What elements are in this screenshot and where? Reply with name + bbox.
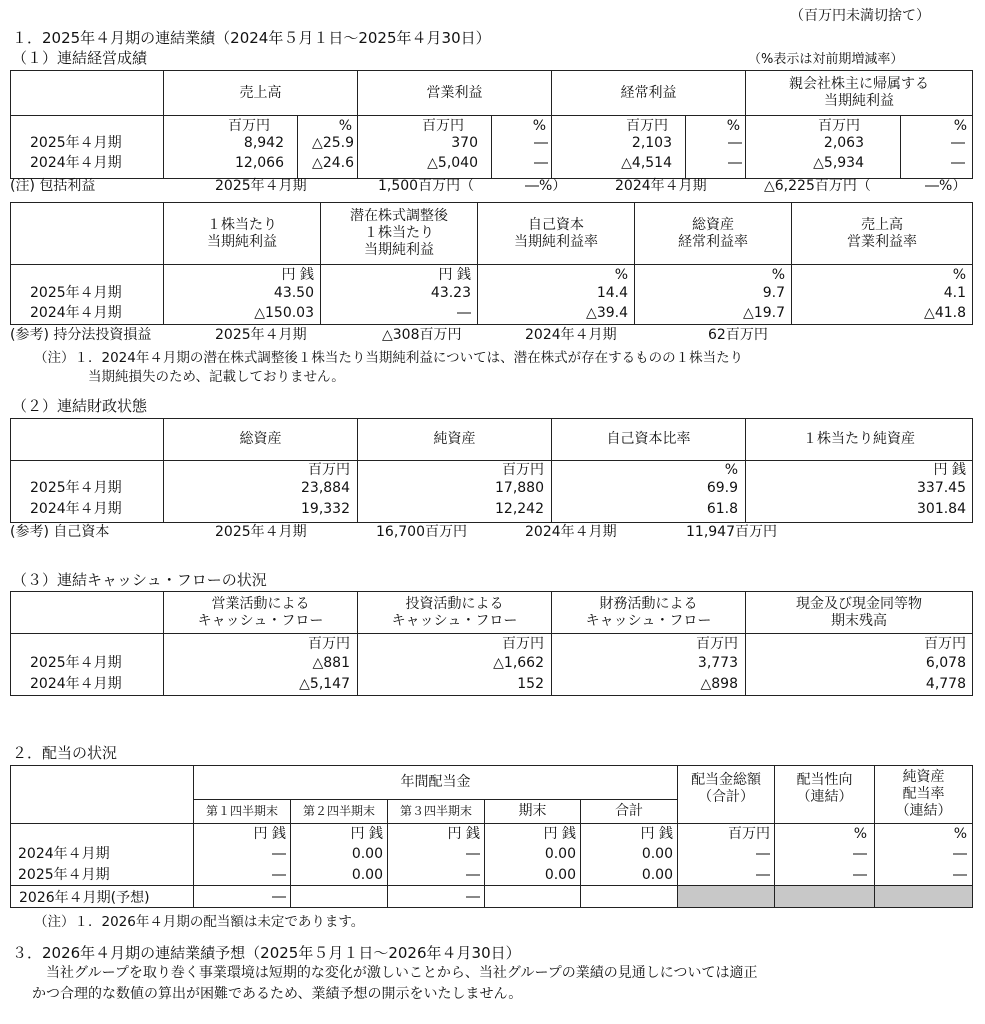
unit: 円 銭 (281, 267, 314, 283)
cell: 23,884 (301, 480, 350, 496)
unit: 円 銭 (350, 826, 383, 842)
cell: ― (728, 135, 742, 151)
unit-net: 百万円 (818, 118, 860, 134)
header-investing-cf: 投資活動による キャッシュ・フロー (358, 592, 552, 634)
cell: △150.03 (254, 305, 314, 321)
unit: % (952, 267, 966, 283)
header-total-assets: 総資産 (164, 419, 358, 461)
note-line1: （注）１．2024年４月期の潜在株式調整後１株当たり当期純利益については、潜在株式が存在するものの１株当たり (34, 350, 744, 366)
header-diluted-eps: 潜在株式調整後 １株当たり 当期純利益 (321, 203, 478, 265)
header-annual-dividend: 年間配当金 (194, 766, 678, 800)
section1-title: １．2025年４月期の連結業績（2024年５月１日～2025年４月30日） (12, 29, 491, 47)
cell: 301.84 (917, 501, 966, 517)
header-net-profit-line1: 親会社株主に帰属する (789, 76, 929, 92)
header-financing-cf: 財務活動による キャッシュ・フロー (552, 592, 746, 634)
row-label: 2024年４月期 (30, 155, 122, 171)
cell: ― (951, 135, 965, 151)
header-bps: １株当たり純資産 (746, 419, 973, 461)
unit: 円 銭 (447, 826, 480, 842)
cell: 17,880 (495, 480, 544, 496)
cell: 2,103 (631, 135, 672, 151)
unit: % (853, 826, 867, 842)
cell: △4,514 (621, 155, 672, 171)
comp-income-value2: △6,225百万円（ (764, 178, 871, 194)
header-operating-profit: 営業利益 (358, 71, 552, 116)
sub2-title: （２）連結財政状態 (12, 397, 148, 415)
equity-method-period1: 2025年４月期 (215, 327, 307, 343)
sub1-title: （１）連結経営成績 (12, 49, 148, 67)
unit-ord-pct: % (726, 118, 740, 134)
unit: 百万円 (308, 636, 350, 652)
cell: 12,066 (235, 155, 284, 171)
cell: △41.8 (924, 305, 966, 321)
equity-label: (参考) 自己資本 (10, 524, 110, 540)
cell: ― (534, 155, 548, 171)
cell (291, 886, 388, 908)
header-net-profit-line2: 当期純利益 (824, 93, 894, 109)
unit-net-pct: % (953, 118, 967, 134)
header-total-dividend: 配当金総額 （合計） (678, 766, 775, 824)
cell: △5,147 (299, 676, 350, 692)
header-op-margin: 売上高 営業利益率 (792, 203, 973, 265)
cell: ― (466, 867, 480, 883)
unit-sales: 百万円 (228, 118, 270, 134)
cell: ― (953, 867, 967, 883)
cell: 69.9 (706, 480, 738, 496)
cell: ― (728, 155, 742, 171)
header-payout-ratio: 配当性向 （連結） (775, 766, 875, 824)
cell: 61.8 (706, 501, 738, 517)
equity-period2: 2024年４月期 (525, 524, 617, 540)
header-roa: 総資産 経常利益率 (635, 203, 792, 265)
cell: 370 (451, 135, 478, 151)
cell: △5,934 (813, 155, 864, 171)
cell: 12,242 (495, 501, 544, 517)
unit: 百万円 (308, 462, 350, 478)
row-label: 2025年４月期 (30, 135, 122, 151)
unit: 円 銭 (543, 826, 576, 842)
row-label: 2025年４月期 (18, 867, 110, 883)
header-blank (11, 71, 164, 116)
header-roe: 自己資本 当期純利益率 (478, 203, 635, 265)
note-line2: 当期純損失のため、記載しておりません。 (88, 369, 345, 385)
forecast-label: 2026年４月期(予想) (11, 886, 194, 908)
cell: △898 (700, 676, 738, 692)
row-label: 2024年４月期 (30, 676, 122, 692)
cell: 0.00 (641, 846, 673, 862)
cell: 2,063 (823, 135, 864, 151)
equity-method-period2: 2024年４月期 (525, 327, 617, 343)
cell: △25.9 (312, 135, 354, 151)
sub3-title: （３）連結キャッシュ・フローの状況 (12, 571, 267, 589)
header-total: 合計 (581, 800, 678, 824)
row-label: 2024年４月期 (30, 501, 122, 517)
cell (581, 886, 678, 908)
comp-income-label: (注) 包括利益 (10, 178, 96, 194)
equity-method-label: (参考) 持分法投資損益 (10, 327, 152, 343)
unit-note: （百万円未満切捨て） (790, 8, 930, 24)
header-year-end: 期末 (485, 800, 581, 824)
cell: ― (194, 886, 291, 908)
cell: 337.45 (917, 480, 966, 496)
cell: 0.00 (641, 867, 673, 883)
unit: 百万円 (502, 636, 544, 652)
cell: 9.7 (762, 285, 785, 301)
unit: 百万円 (696, 636, 738, 652)
header-eps: １株当たり 当期純利益 (164, 203, 321, 265)
unit: 円 銭 (438, 267, 471, 283)
cell: ― (756, 846, 770, 862)
unit: % (724, 462, 738, 478)
comp-income-pct1: ―%） (525, 178, 567, 194)
cell: ― (272, 846, 286, 862)
cell: △881 (312, 655, 350, 671)
cell: ― (388, 886, 485, 908)
equity-method-value1: △308百万円 (382, 327, 462, 343)
cell: △5,040 (427, 155, 478, 171)
section2-title: ２．配当の状況 (12, 744, 118, 762)
row-label: 2025年４月期 (30, 655, 122, 671)
header-q1: 第１四半期末 (194, 800, 291, 824)
header-net-assets: 純資産 (358, 419, 552, 461)
forecast-body-line2: かつ合理的な数値の算出が困難であるため、業績予想の開示をいたしません。 (32, 986, 523, 1002)
equity-value2: 11,947百万円 (686, 524, 777, 540)
cell: 43.23 (430, 285, 471, 301)
cell: 0.00 (544, 867, 576, 883)
row-label: 2024年４月期 (30, 305, 122, 321)
cell: ― (953, 846, 967, 862)
comp-income-pct2: ―%） (925, 178, 967, 194)
header-dividend-on-equity: 純資産 配当率 （連結） (875, 766, 973, 824)
unit: 円 銭 (933, 462, 966, 478)
unit: % (771, 267, 785, 283)
equity-method-value2: 62百万円 (708, 327, 768, 343)
cell: ― (853, 867, 867, 883)
cell: ― (272, 867, 286, 883)
cell (485, 886, 581, 908)
header-ordinary-profit: 経常利益 (552, 71, 746, 116)
section3-title: ３．2026年４月期の連結業績予想（2025年５月１日～2026年４月30日） (12, 944, 521, 962)
unit-sales-pct: % (338, 118, 352, 134)
cell: 8,942 (243, 135, 284, 151)
unit: 円 銭 (640, 826, 673, 842)
header-net-profit (746, 71, 973, 116)
cell: △1,662 (493, 655, 544, 671)
forecast-body-line1: 当社グループを取り巻く事業環境は短期的な変化が激しいことから、当社グループの業績の見通しについては適正 (46, 965, 758, 981)
header-q2: 第２四半期末 (291, 800, 388, 824)
row-label: 2025年４月期 (30, 285, 122, 301)
cell: ― (534, 135, 548, 151)
cell: 43.50 (273, 285, 314, 301)
comp-income-period2: 2024年４月期 (615, 178, 707, 194)
cell: 0.00 (351, 867, 383, 883)
cell: ― (466, 846, 480, 862)
header-cash-balance: 現金及び現金同等物 期末残高 (746, 592, 973, 634)
cell: 4.1 (943, 285, 966, 301)
sub1-note: （%表示は対前期増減率） (748, 52, 904, 67)
equity-period1: 2025年４月期 (215, 524, 307, 540)
header-operating-cf: 営業活動による キャッシュ・フロー (164, 592, 358, 634)
cell: ― (457, 305, 471, 321)
cell: 19,332 (301, 501, 350, 517)
unit: 百万円 (924, 636, 966, 652)
header-equity-ratio: 自己資本比率 (552, 419, 746, 461)
cell: 0.00 (544, 846, 576, 862)
cell: △39.4 (586, 305, 628, 321)
unit: 円 銭 (253, 826, 286, 842)
unit-ord: 百万円 (626, 118, 668, 134)
unit: % (953, 826, 967, 842)
dividend-note: （注）１．2026年４月期の配当額は未定であります。 (34, 914, 365, 930)
cell: 14.4 (596, 285, 628, 301)
cell: △19.7 (743, 305, 785, 321)
unit-op: 百万円 (422, 118, 464, 134)
cell: 4,778 (925, 676, 966, 692)
cell: 152 (517, 676, 544, 692)
unit: 百万円 (502, 462, 544, 478)
cell: 3,773 (697, 655, 738, 671)
unit: % (614, 267, 628, 283)
unit: 百万円 (728, 826, 770, 842)
cell: △24.6 (312, 155, 354, 171)
cell: 0.00 (351, 846, 383, 862)
equity-value1: 16,700百万円 (376, 524, 467, 540)
cell: ― (853, 846, 867, 862)
header-q3: 第３四半期末 (388, 800, 485, 824)
cell: 6,078 (925, 655, 966, 671)
row-label: 2025年４月期 (30, 480, 122, 496)
comp-income-period1: 2025年４月期 (215, 178, 307, 194)
unit-op-pct: % (532, 118, 546, 134)
comp-income-value1: 1,500百万円（ (378, 178, 475, 194)
cell: ― (951, 155, 965, 171)
header-sales: 売上高 (164, 71, 358, 116)
cell: ― (756, 867, 770, 883)
row-label: 2024年４月期 (18, 846, 110, 862)
